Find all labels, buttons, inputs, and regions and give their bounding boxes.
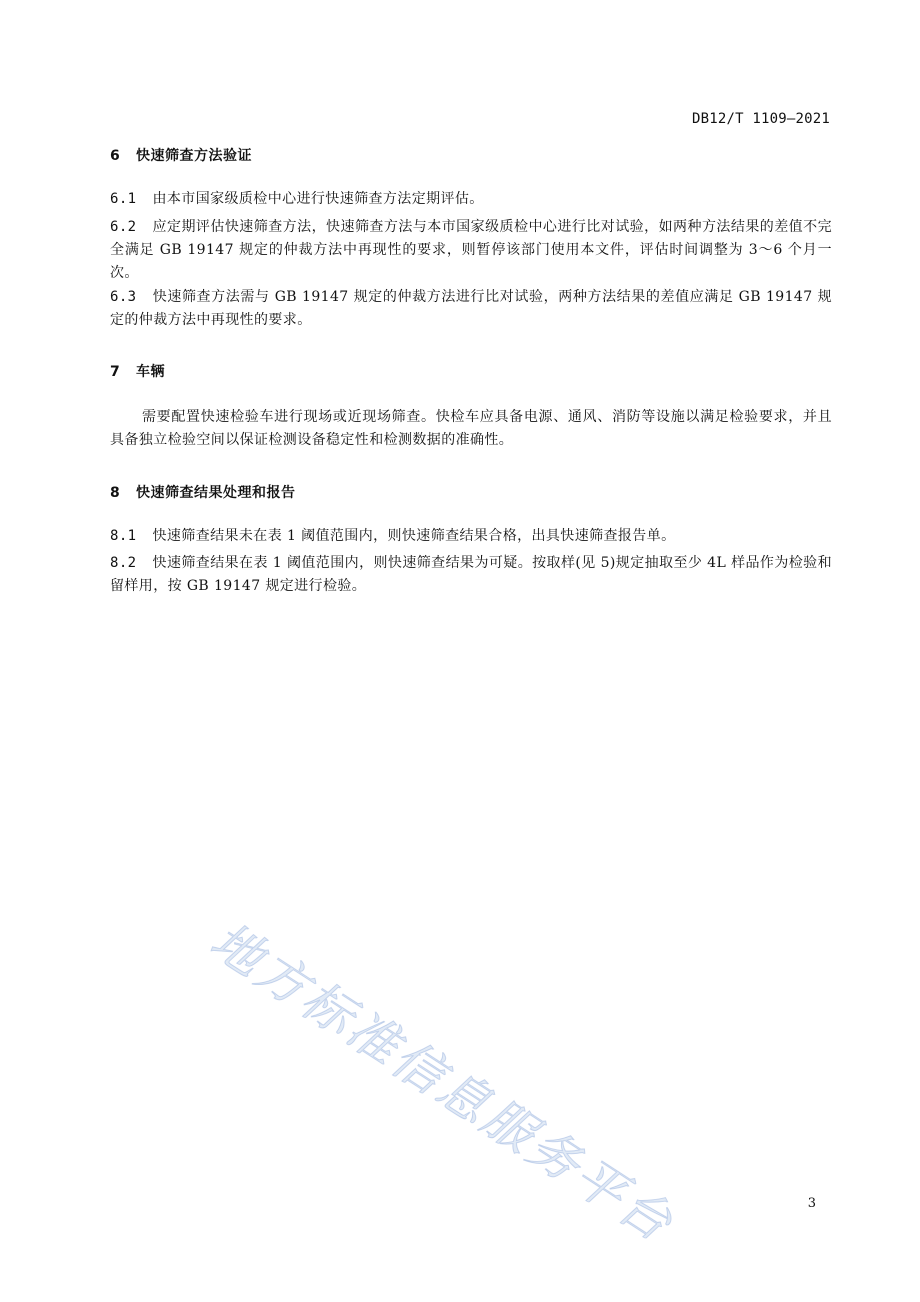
clause-8-1 [110, 525, 832, 548]
section-7-heading [110, 361, 165, 381]
clause-text: 快速筛查结果未在表 1 阈值范围内，则快速筛查结果合格，出具快速筛查报告单。 [152, 528, 676, 544]
section-8-heading [110, 482, 296, 502]
clause-6-1 [110, 188, 832, 211]
section-7-title: 车辆 [136, 364, 165, 380]
page-number: 3 [807, 1196, 816, 1211]
clause-6-2 [110, 216, 832, 285]
clause-number: 8.2 [110, 555, 137, 571]
section-7-body: 需要配置快速检验车进行现场或近现场筛查。快检车应具备电源、通风、消防等设施以满足检验要求，并且具备独立检验空间以保证检测设备稳定性和检测数据的准确性。 [110, 409, 832, 448]
section-6-number: 6 [110, 148, 121, 164]
clause-number: 6.3 [110, 289, 137, 305]
section-6-title: 快速筛查方法验证 [136, 148, 252, 164]
clause-6-3 [110, 286, 832, 332]
clause-text: 快速筛查方法需与 GB 19147 规定的仲裁方法进行比对试验，两种方法结果的差值应满足 GB 19147 规定的仲裁方法中再现性的要求。 [110, 289, 832, 328]
section-6-heading [110, 145, 252, 165]
clause-8-2 [110, 552, 832, 598]
watermark-text: 地方标准信息服务平台 [200, 911, 685, 1254]
clause-text: 快速筛查结果在表 1 阈值范围内，则快速筛查结果为可疑。按取样(见 5)规定抽取至少 4L 样品作为检验和留样用，按 GB 19147 规定进行检验。 [110, 555, 832, 594]
section-8-title: 快速筛查结果处理和报告 [136, 485, 296, 501]
clause-number: 6.1 [110, 191, 137, 207]
document-number: DB12/T 1109—2021 [691, 111, 830, 127]
clause-number: 6.2 [110, 219, 137, 235]
clause-text: 由本市国家级质检中心进行快速筛查方法定期评估。 [152, 191, 484, 207]
section-8-number: 8 [110, 485, 121, 501]
clause-text: 应定期评估快速筛查方法，快速筛查方法与本市国家级质检中心进行比对试验，如两种方法结果的差值不完全满足 GB 19147 规定的仲裁方法中再现性的要求，则暂停该部门使用本文件，评估时间调整为 3～6 个月一次。 [110, 219, 832, 281]
section-7-number: 7 [110, 364, 121, 380]
clause-number: 8.1 [110, 528, 137, 544]
